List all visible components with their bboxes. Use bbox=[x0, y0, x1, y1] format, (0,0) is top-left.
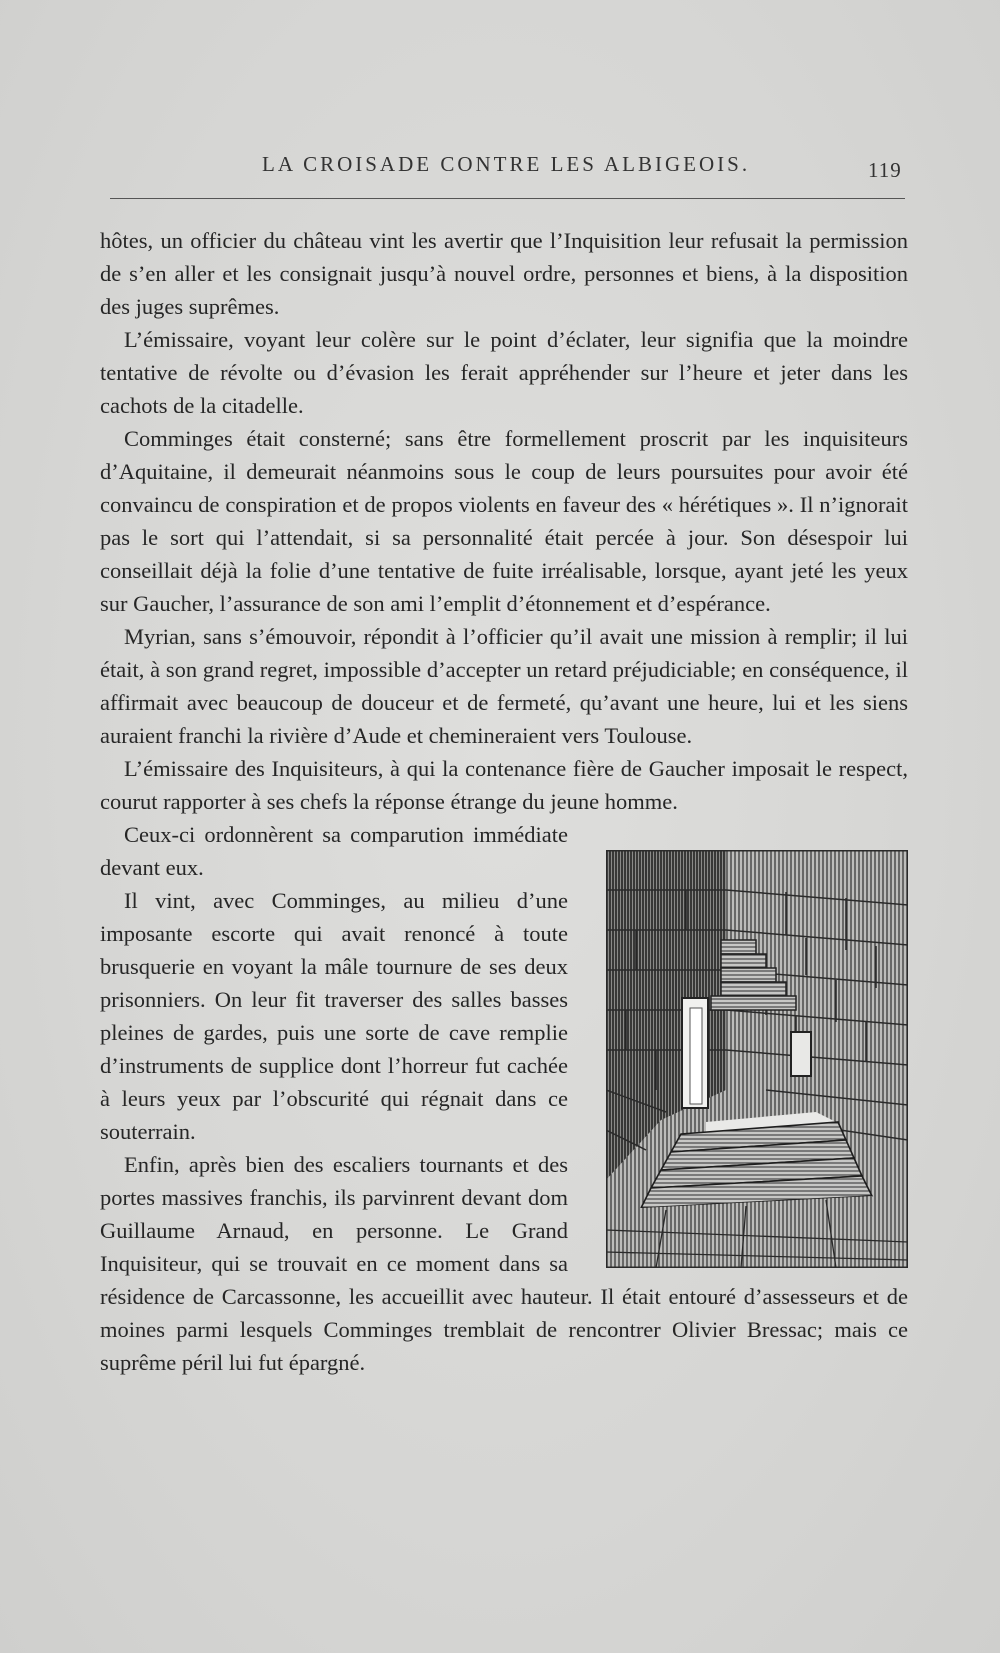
paragraph: Comminges était consterné; sans être formellement proscrit par les inquisiteurs d’Aquitaine, il demeurait néanmoins sous le coup de leurs poursuites pour avoir été convaincu de conspiration et de propos violents en faveur des « hérétiques ». Il n’ignorait pas le sort qui l’attendait, si sa personnalité était percée à jour. Son désespoir lui conseillait déjà la folie d’une tentative de fuite irréalisable, lorsque, ayant jeté les yeux sur Gaucher, l’assurance de son ami l’emplit d’étonnement et d’espérance. bbox=[100, 426, 908, 616]
header-rule bbox=[110, 198, 905, 199]
paragraph: Myrian, sans s’émouvoir, répondit à l’officier qu’il avait une mission à remplir; il lui était, à son grand regret, impossible d’accepter un retard préjudiciable; en conséquence, il affirmait avec beaucoup de douceur et de fermeté, qu’avant une heure, lui et les siens auraient franchi la rivière d’Aude et chemineraient vers Toulouse. bbox=[100, 624, 908, 748]
staircase-engraving bbox=[606, 838, 908, 1270]
body-text bbox=[100, 224, 908, 1379]
running-title: LA CROISADE CONTRE LES ALBIGEOIS. bbox=[262, 152, 751, 176]
paragraph: Ceux-ci ordonnèrent sa comparution immédiate devant eux. bbox=[100, 822, 568, 880]
paragraph: hôtes, un officier du château vint les avertir que l’Inquisition leur refusait la permission de s’en aller et les consignait jusqu’à nouvel ordre, personnes et biens, à la disposition des juges suprêmes. bbox=[100, 228, 908, 319]
paragraph: Il vint, avec Comminges, au milieu d’une imposante escorte qui avait renoncé à toute brusquerie en voyant la mâle tournure de ses deux prisonniers. On leur fit traverser des salles basses pleines de gardes, puis une sorte de cave remplie d’instruments de supplice dont l’horreur fut cachée à leurs yeux par l’obscurité qui régnait dans ce souterrain. bbox=[100, 888, 568, 1144]
paragraph: Enfin, après bien des escaliers tournants et des portes massives franchis, ils parvinrent devant dom Guillaume Arnaud, en personne. Le Grand Inquisiteur, qui se trouvait en ce moment dans sa résidence de Carcassonne, les accueillit avec hauteur. Il était entouré d’assesseurs et de moines parmi lesquels Comminges tremblait de rencontrer Olivier Bressac; mais ce suprême péril lui fut épargné. bbox=[100, 1152, 908, 1375]
page-number: 119 bbox=[868, 158, 902, 182]
paragraph: L’émissaire, voyant leur colère sur le point d’éclater, leur signifia que la moindre tentative de révolte ou d’évasion les ferait appréhender sur l’heure et jeter dans les cachots de la citadelle. bbox=[100, 327, 908, 418]
paragraph: L’émissaire des Inquisiteurs, à qui la contenance fière de Gaucher imposait le respect, courut rapporter à ses chefs la réponse étrange du jeune homme. bbox=[100, 756, 908, 814]
engraving-stone-staircase-dungeon-icon bbox=[606, 850, 908, 1268]
